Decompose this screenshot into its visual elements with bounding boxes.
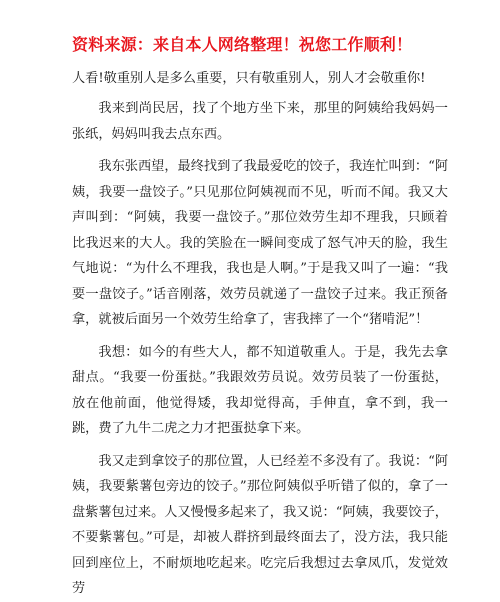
source-header: 资料来源：来自本人网络整理！祝您工作顺利！ — [72, 35, 413, 54]
paragraph: 我又走到拿饺子的那位置，人已经差不多没有了。我说：“阿姨，我要紫薯包旁边的饺子。”那位阿姨似乎听错了似的，拿了一盘紫薯包过来。人又慢慢多起来了，我又说：“阿姨，我要饺子，不要紫薯包。”可是，却被人群挤到最终面去了，没方法，我只能回到座位上，不耐烦地吃起来。吃完后我想过去拿凤爪，发觉效劳 — [72, 453, 449, 596]
intro-line: 人看!敬重别人是多么重要，只有敬重别人，别人才会敬重你! — [72, 71, 426, 86]
paragraph: 我想：如今的有些大人，都不知道敬重人。于是，我先去拿甜点。“我要一份蛋挞。”我跟效劳员说。效劳员装了一份蛋挞，放在他前面，他觉得矮，我却觉得高，手伸直，拿不到，我一跳，费了九牛二虎之力才把蛋挞拿下来。 — [72, 344, 448, 436]
paragraph: 我东张西望，最终找到了我最爱吃的饺子，我连忙叫到：“阿姨，我要一盘饺子。”只见那位阿姨视而不见，听而不闻。我又大声叫到：“阿姨，我要一盘饺子。”那位效劳生却不理我，只顾着比我迟来的大人。我的笑脸在一瞬间变成了怒气冲天的脸，我生气地说：“为什么不理我，我也是人啊。”于是我又叫了一遍：“我要一盘饺子。”话音刚落，效劳员就递了一盘饺子过来。我正预备拿，就被后面另一个效劳生给拿了，害我摔了一个“猪啃泥”！ — [72, 159, 449, 327]
paragraph: 我来到尚民居，找了个地方坐下来，那里的阿姨给我妈妈一张纸，妈妈叫我去点东西。 — [72, 101, 448, 142]
